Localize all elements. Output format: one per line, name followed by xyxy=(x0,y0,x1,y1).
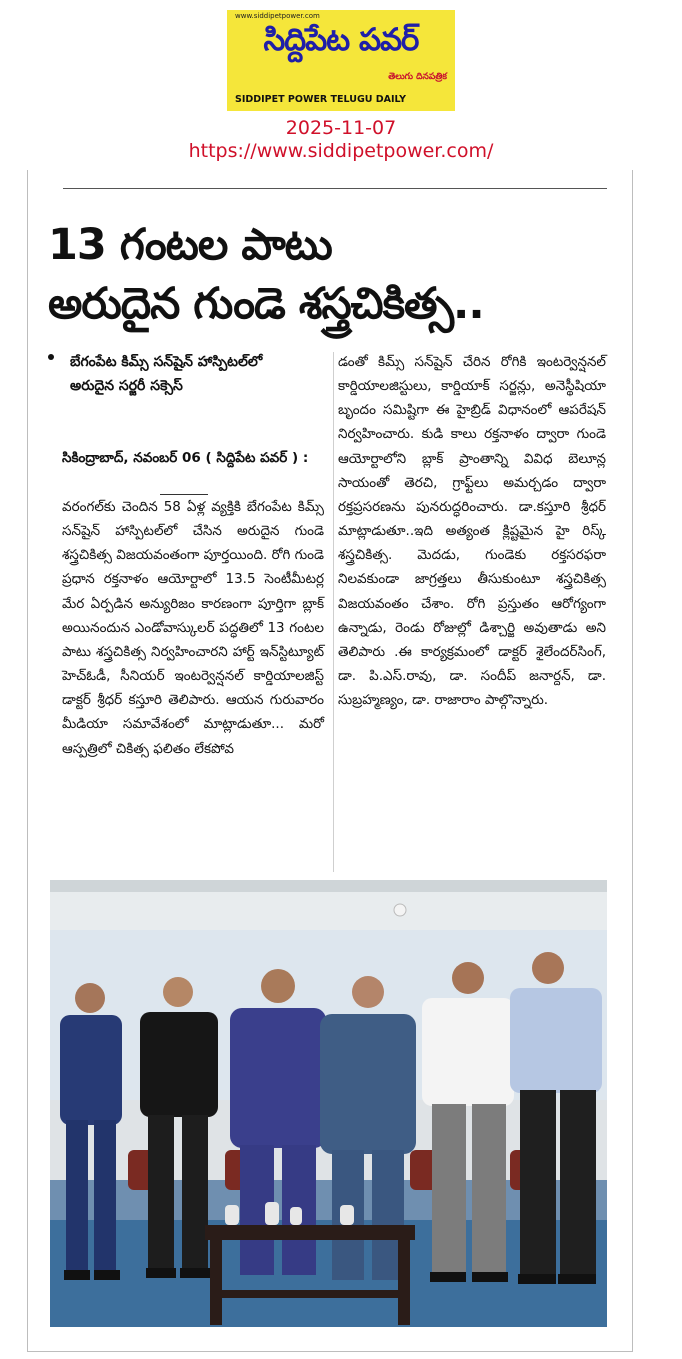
article-dateline: సికింద్రాబాద్, నవంబర్ 06 ( సిద్దిపేట పవర్ ) : xyxy=(62,450,309,466)
masthead-english-name: SIDDIPET POWER TELUGU DAILY xyxy=(235,94,406,105)
bullet-icon xyxy=(48,354,54,360)
publication-date: 2025-11-07 xyxy=(285,117,397,139)
article-body-right-column: డంతో కిమ్స్ సన్‌షైన్ చేరిన రోగికి ఇంటర్వెన్షనల్ కార్డియాలజిస్టులు, కార్డియాక్ సర్జన్లు, అనెస్థీషియా బృందం సమిష్టిగా ఈ హైబ్రిడ్ విధానంలో ఆపరేషన్ నిర్వహించారు. కుడి కాలు రక్తనాళం ద్వారా గుండె ఆయోర్టాలోని బ్లాక్ ప్రాంతాన్ని వివిధ బెలూన్ల సాయంతో తెరచి, గ్రాఫ్ట్‌లు అమర్చడం ద్వారా రక్తప్రసరణను పునరుద్ధరించారు. డా.కస్తూరి శ్రీధర్ మాట్లాడుతూ..ఇది అత్యంత క్లిష్టమైన హై రిస్క్ శస్త్రచికిత్స. మెదడు, గుండెకు రక్తసరఫరా నిలవకుండా జాగ్రత్తలు తీసుకుంటూ శస్త్రచికిత్స విజయవంతం చేశాం. రోగి ప్రస్తుతం ఆరోగ్యంగా ఉన్నాడు, రెండు రోజుల్లో డిశ్చార్జి అవుతాడు అని తెలిపారు .ఈ కార్యక్రమంలో డాక్టర్ శైలేందర్‌సింగ్, డా. పి.ఎస్.రావు, డా. సందీప్ జనార్దన్, డా. సుబ్రహ్మణ్యం, డా. రాజారాం పాల్గొన్నారు. xyxy=(338,354,606,709)
masthead-tagline: తెలుగు దినపత్రిక xyxy=(388,72,447,82)
publication-url[interactable]: https://www.siddipetpower.com/ xyxy=(188,140,494,162)
masthead-url: www.siddipetpower.com xyxy=(235,12,320,20)
top-divider xyxy=(63,188,607,189)
headline-line-1: 13 గంటల పాటు xyxy=(48,220,332,270)
column-divider xyxy=(333,352,334,872)
headline-line-2: అరుదైన గుండె శస్త్రచికిత్స.. xyxy=(48,279,484,329)
article-body-left-column: వరంగల్‌కు చెందిన 58 ఏళ్ల వ్యక్తికి బేగంపేట కిమ్స్ సన్‌షైన్ హాస్పిటల్‌లో చేసిన అరుదైన గుండె శస్త్రచికిత్స విజయవంతంగా పూర్తయింది. రోగి గుండె ప్రధాన రక్తనాళం ఆయోర్టాలో 13.5 సెంటీమీటర్ల మేర ఏర్పడిన అన్యురిజం కారణంగా పూర్తిగా బ్లాక్ అయినందున ఎండోవాస్కులర్ పద్ధతిలో 13 గంటల పాటు శస్త్రచికిత్స నిర్వహించారని హార్ట్ ఇన్‌స్టిట్యూట్ హెచ్ఓడీ, సీనియర్ ఇంటర్వెన్షనల్ కార్డియాలజిస్ట్ డాక్టర్ శ్రీధర్ కస్తూరి తెలిపారు. ఆయన గురువారం మీడియా సమావేశంలో మాట్లాడుతూ... మరో ఆస్పత్రిలో చికిత్స ఫలితం లేకపోవ xyxy=(62,499,324,757)
masthead-title: సిద్దిపేట పవర్ xyxy=(263,22,419,58)
article-summary: బేగంపేట కిమ్స్ సన్‌షైన్ హాస్పిటల్‌లో అరుదైన సర్జరీ సక్సెస్ xyxy=(70,354,263,394)
press-conference-photo xyxy=(50,880,607,1327)
masthead-logo xyxy=(227,10,455,111)
